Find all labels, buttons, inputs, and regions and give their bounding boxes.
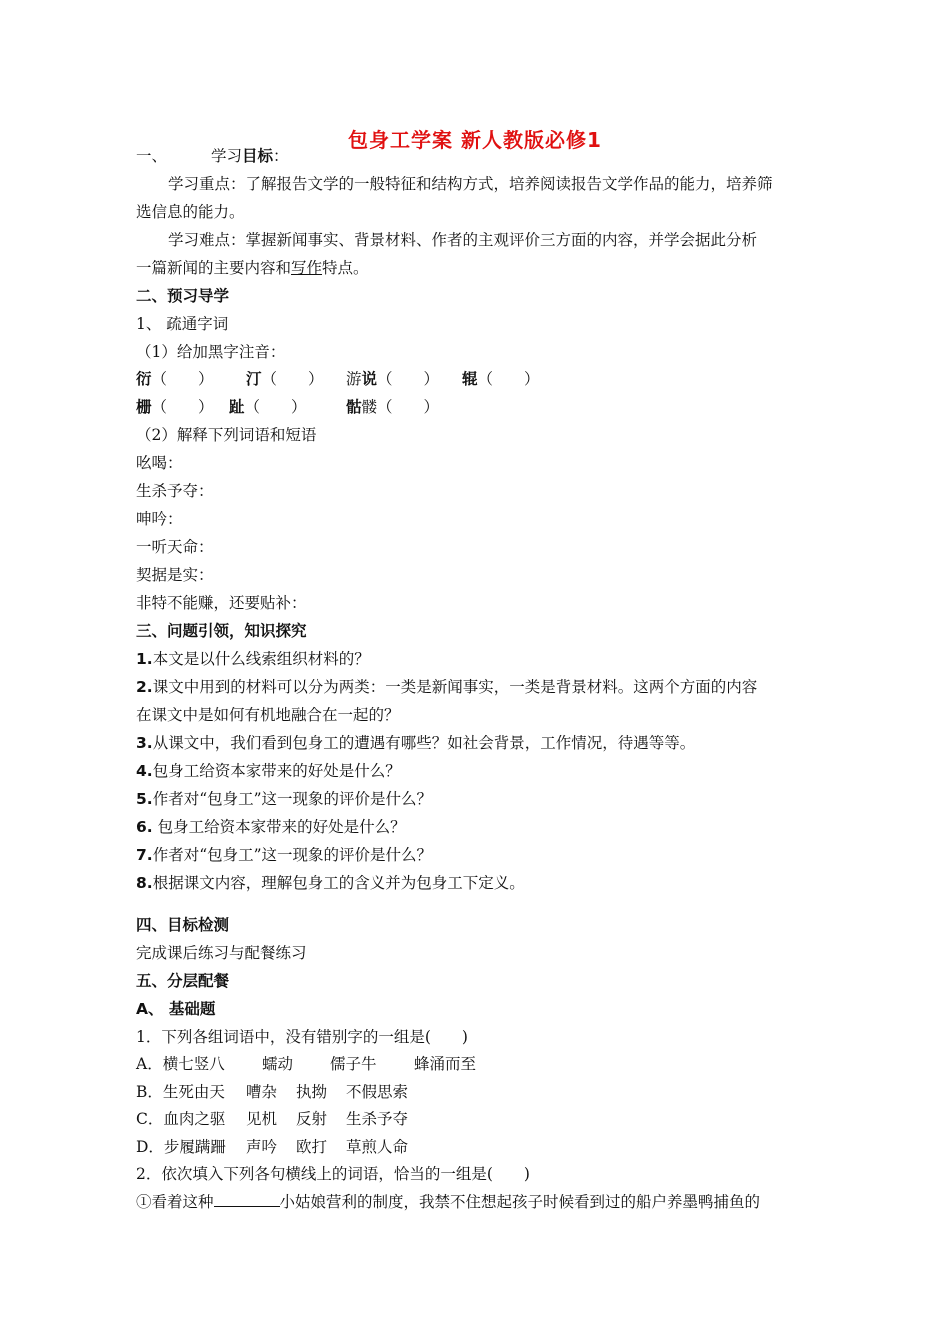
word-item: 契据是实：: [136, 566, 214, 584]
pinyin-item: 衍（ ）: [136, 370, 214, 388]
difficulty-text-end: 特点。: [322, 259, 369, 277]
question-item: 3.从课文中，我们看到包身工的遭遇有哪些？如社会背景，工作情况，待遇等等。: [136, 734, 696, 752]
section-label-bold: 目标: [242, 147, 274, 165]
question-2-line: [136, 1192, 760, 1212]
line-text: 小姑娘营利的制度，我禁不住想起孩子时候看到过的船户养墨鸭捕鱼的: [279, 1193, 761, 1211]
question-item: 7.作者对“包身工”这一现象的评价是什么？: [136, 846, 433, 864]
section-5-heading: 五、分层配餐: [136, 972, 230, 990]
section-4-heading: 四、目标检测: [136, 916, 230, 934]
option-d-word: 草煎人命: [346, 1138, 409, 1156]
option-b-word: 嘈杂: [246, 1083, 278, 1101]
option-c-word: 生杀予夺: [346, 1110, 409, 1128]
difficulty-text: 一篇新闻的主要内容和: [136, 259, 292, 277]
fill-in-blank[interactable]: [214, 1192, 280, 1207]
option-d-word: 欧打: [296, 1138, 328, 1156]
section-2-heading: 二、预习导学: [136, 287, 230, 305]
option-b-label: B．生死由天: [136, 1083, 225, 1101]
question-item: 5.作者对“包身工”这一现象的评价是什么？: [136, 790, 433, 808]
option-c-label: C．血肉之驱: [136, 1110, 226, 1128]
pinyin-item: 栅（ ）: [136, 398, 214, 416]
word-item: 生杀予夺：: [136, 482, 214, 500]
pinyin-item: 骷髅（ ）: [346, 398, 440, 416]
question-item-continued: 在课文中是如何有机地融合在一起的？: [136, 706, 400, 724]
question-2-stem: 2．依次填入下列各句横线上的词语，恰当的一组是( ): [136, 1165, 530, 1183]
option-a-word: 蜂涌而至: [414, 1055, 477, 1073]
pinyin-item: 趾（ ）: [229, 398, 307, 416]
option-a-label: A．横七竖八: [136, 1055, 225, 1073]
section-3-heading: 三、问题引领，知识探究: [136, 622, 307, 640]
section-1-heading: [136, 146, 289, 166]
word-item: 呻吟：: [136, 510, 183, 528]
question-item: 2.课文中用到的材料可以分为两类：一类是新闻事实，一类是背景材料。这两个方面的内容: [136, 678, 758, 696]
pinyin-item: 辊（ ）: [462, 370, 540, 388]
option-b-word: 不假思索: [346, 1083, 409, 1101]
option-c-word: 反射: [296, 1110, 328, 1128]
question-item: 8.根据课文内容，理解包身工的含义并为包身工下定义。: [136, 874, 525, 892]
colon: ：: [273, 147, 289, 165]
document-title: 包身工学案 新人教版必修1: [348, 128, 602, 152]
option-b-word: 执拗: [296, 1083, 328, 1101]
focus-line-1: 学习重点：了解报告文学的一般特征和结构方式，培养阅读报告文学作品的能力，培养筛: [168, 175, 773, 193]
option-a-word: 儒子牛: [330, 1055, 377, 1073]
subsection-2: （2）解释下列词语和短语: [136, 426, 317, 444]
option-a-word: 蠕动: [262, 1055, 294, 1073]
section-label: 学习: [211, 147, 243, 165]
option-d-word: 声吟: [246, 1138, 278, 1156]
section-number: 一、: [136, 147, 168, 165]
question-1-stem: 1．下列各组词语中，没有错别字的一组是( ): [136, 1028, 468, 1046]
word-item: 非特不能赚，还要贴补：: [136, 594, 307, 612]
option-d-label: D．步履蹒跚: [136, 1138, 226, 1156]
focus-line-2: 选信息的能力。: [136, 203, 245, 221]
subsection-1a: （1）给加黑字注音：: [136, 343, 286, 361]
question-item: 4.包身工给资本家带来的好处是什么？: [136, 762, 401, 780]
subsection-1: 1、 疏通字词: [136, 315, 229, 333]
word-item: 吆喝：: [136, 454, 183, 472]
difficulty-line-2: [136, 258, 369, 278]
difficulty-line-1: 学习难点：掌握新闻事实、背景材料、作者的主观评价三方面的内容，并学会据此分析: [168, 231, 758, 249]
pinyin-item: 汀（ ）: [246, 370, 324, 388]
pinyin-item: 游说（ ）: [346, 370, 440, 388]
word-item: 一听天命：: [136, 538, 214, 556]
section-4-text: 完成课后练习与配餐练习: [136, 944, 307, 962]
subsection-a: A、 基础题: [136, 1000, 216, 1018]
underlined-link[interactable]: 写作: [291, 259, 323, 277]
option-c-word: 见机: [246, 1110, 278, 1128]
question-item: 1.本文是以什么线索组织材料的？: [136, 650, 370, 668]
question-item: 6. 包身工给资本家带来的好处是什么？: [136, 818, 406, 836]
line-text: ①看着这种: [136, 1193, 214, 1211]
